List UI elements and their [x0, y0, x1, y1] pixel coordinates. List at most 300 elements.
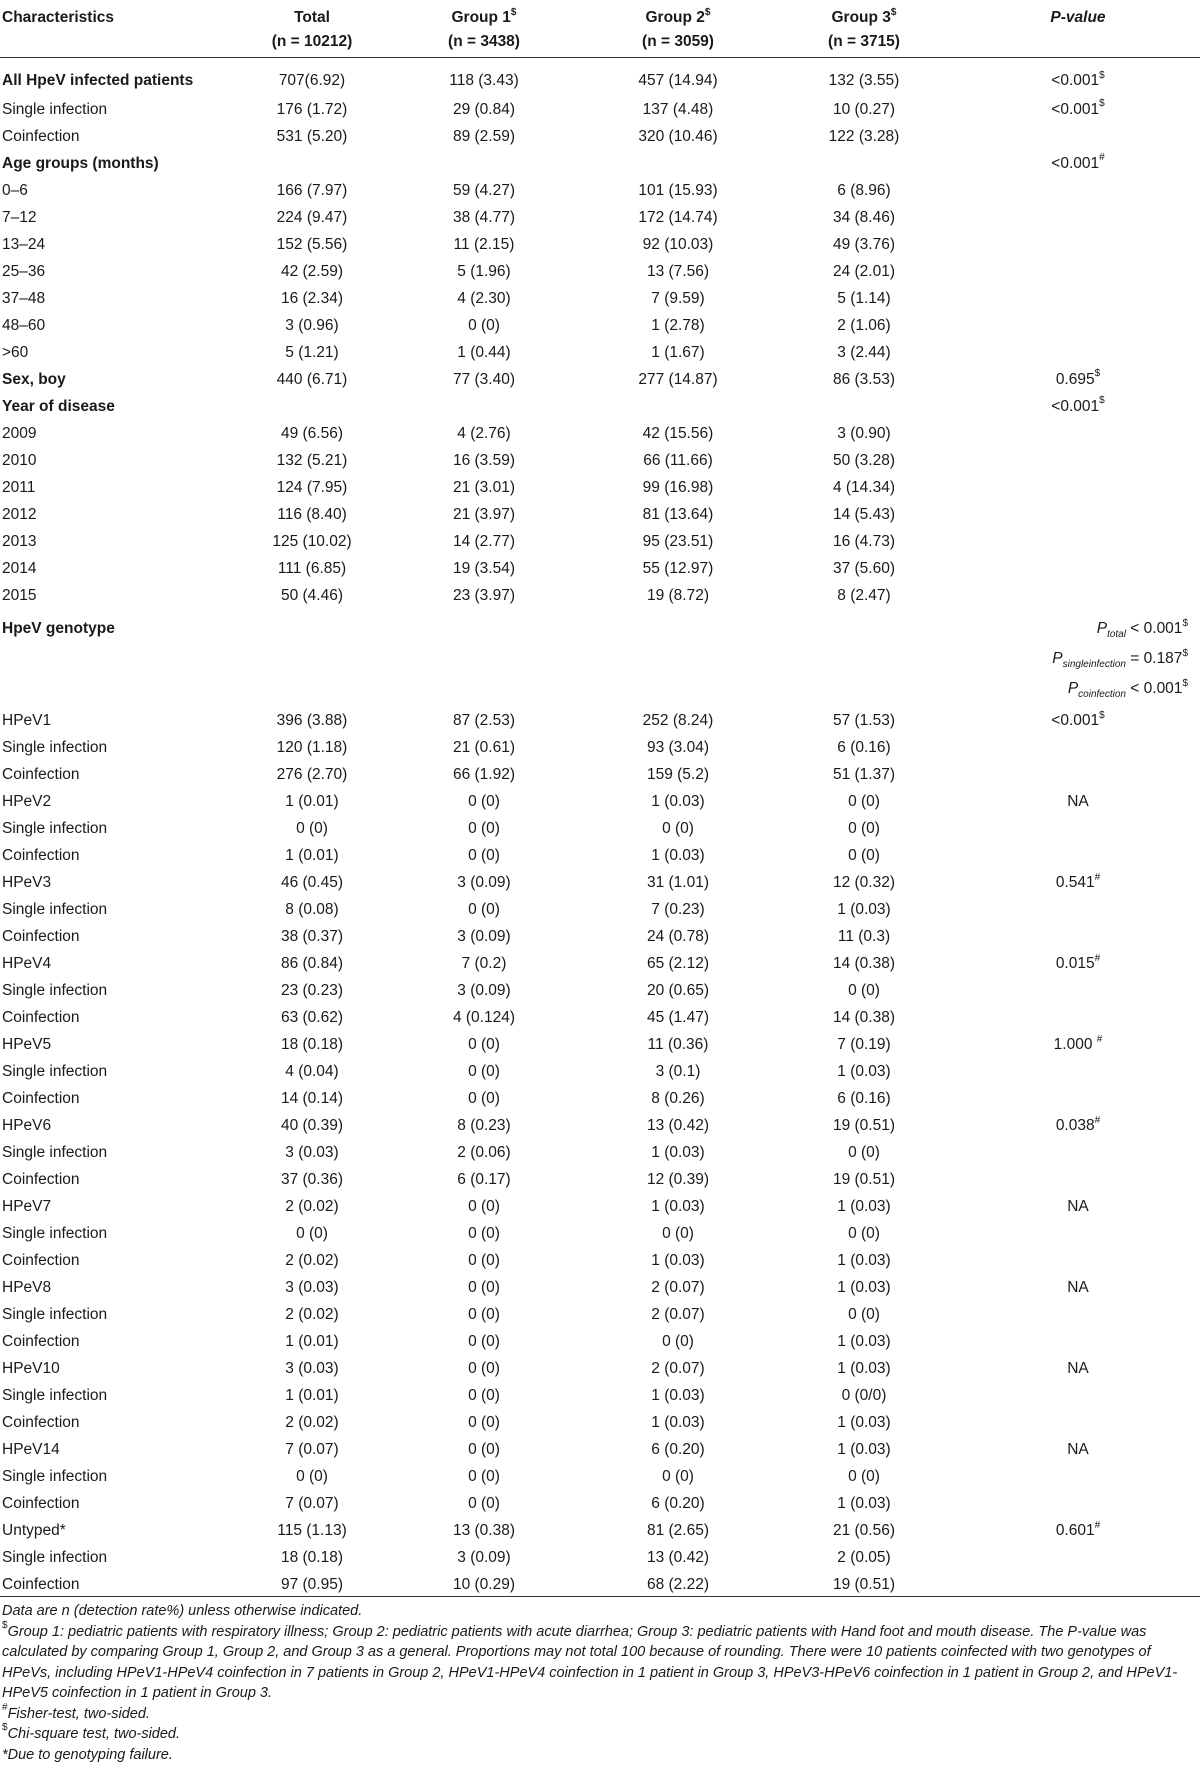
cell-group2-text: 457 (14.94): [638, 72, 718, 89]
cell-group3: [774, 1490, 954, 1517]
cell-group1: [386, 923, 582, 950]
cell-group3-text: 1 (0.03): [837, 1359, 891, 1377]
cell-group3-text: 7 (0.19): [837, 1035, 891, 1053]
cell-group2-text: 0 (0): [662, 1467, 694, 1485]
p-coinf-value: < 0.001: [1130, 680, 1183, 698]
cell-group1: [386, 1139, 582, 1166]
cell-group3-text: 12 (0.32): [832, 873, 896, 891]
cell-total: [238, 474, 386, 501]
row-label-text: Single infection: [2, 1143, 108, 1161]
row-label: [0, 96, 238, 123]
table-row: [0, 1301, 1200, 1328]
cell-total-text: 23 (0.23): [280, 981, 344, 999]
cell-total: [238, 950, 386, 977]
cell-group3: [774, 474, 954, 501]
cell-group1-text: 0 (0): [468, 1278, 500, 1296]
cell-group1-text: 89 (2.59): [452, 127, 516, 145]
cell-group1: [386, 555, 582, 582]
row-label-text: 37–48: [2, 289, 46, 307]
cell-group3: [774, 312, 954, 339]
row-label-text: Single infection: [2, 1467, 108, 1485]
cell-group2: [582, 1031, 774, 1058]
row-label-text: Coinfection: [2, 1251, 80, 1269]
cell-group1-text: 0 (0): [468, 1413, 500, 1431]
cell-group2-text: 3 (0.1): [655, 1062, 701, 1080]
table-row: [0, 1220, 1200, 1247]
table-row: [0, 1355, 1200, 1382]
cell-total-text: 111 (6.85): [277, 559, 347, 577]
cell-group3-text: 24 (2.01): [832, 262, 896, 280]
table-row: [0, 582, 1200, 609]
cell-group3: [774, 788, 954, 815]
header-n-row: [0, 33, 1200, 58]
cell-total: [238, 420, 386, 447]
row-label-text: HPeV1: [2, 711, 52, 729]
pvalue-text: NA: [1067, 1197, 1089, 1215]
table-row: [0, 1085, 1200, 1112]
cell-group3-text: 0 (0/0): [841, 1386, 887, 1404]
cell-group2-text: 42 (15.56): [642, 424, 714, 442]
cell-group2: [582, 123, 774, 150]
cell-group3-text: 14 (5.43): [832, 505, 896, 523]
cell-group3-text: 132 (3.55): [828, 72, 900, 89]
cell-group3-text: 1 (0.03): [837, 1062, 891, 1080]
row-label: [0, 869, 238, 896]
cell-group2-text: 95 (23.51): [642, 532, 714, 550]
cell-total-text: 132 (5.21): [276, 451, 348, 469]
cell-group3: [774, 761, 954, 788]
footnote-text: *Due to genotyping failure.: [2, 1746, 173, 1763]
cell-group2-text: 7 (0.23): [651, 900, 705, 918]
table-bottom-rule: [0, 1596, 1200, 1597]
row-label: [0, 177, 238, 204]
footnote-mark: #: [2, 1701, 8, 1713]
cell-group2: [582, 258, 774, 285]
cell-total: [238, 1301, 386, 1328]
cell-group3: [774, 58, 954, 97]
cell-group3-text: 86 (3.53): [832, 370, 896, 388]
row-label: [0, 366, 238, 393]
cell-pvalue: [954, 123, 1200, 150]
row-label-text: HPeV3: [2, 873, 52, 891]
row-label-text: >60: [2, 343, 29, 361]
cell-total-text: 18 (0.18): [280, 1548, 344, 1566]
row-label: [0, 1301, 238, 1328]
cell-pvalue: [954, 761, 1200, 788]
cell-group2: [582, 1463, 774, 1490]
cell-group2: [582, 761, 774, 788]
cell-total-text: 40 (0.39): [280, 1116, 344, 1134]
cell-group2-text: 252 (8.24): [642, 711, 714, 729]
cell-group2: [582, 177, 774, 204]
cell-total-text: 224 (9.47): [276, 208, 348, 226]
pvalue-text: NA: [1067, 1278, 1089, 1296]
row-label: [0, 1571, 238, 1598]
cell-total: [238, 977, 386, 1004]
cell-total-text: 63 (0.62): [280, 1008, 344, 1026]
group3-footnote-mark: $: [890, 6, 897, 18]
cell-pvalue: [954, 1355, 1200, 1382]
cell-group2: [582, 1355, 774, 1382]
cell-group1: [386, 1058, 582, 1085]
cell-pvalue: [954, 734, 1200, 761]
cell-pvalue: [954, 923, 1200, 950]
cell-group3-text: 6 (0.16): [837, 738, 891, 756]
cell-group3-text: 1 (0.03): [837, 1197, 891, 1215]
cell-group1-text: 13 (0.38): [452, 1521, 516, 1539]
p-single: [954, 647, 1200, 677]
cell-group1-text: 0 (0): [468, 1224, 500, 1242]
row-label-text: Sex, boy: [2, 370, 66, 388]
group2-footnote-mark: $: [704, 6, 711, 18]
row-label-text: 2013: [2, 532, 37, 550]
cell-total-text: 42 (2.59): [280, 262, 344, 280]
genotype-header-row: [0, 609, 1200, 707]
cell-group3-text: 34 (8.46): [832, 208, 896, 226]
row-label-text: 7–12: [2, 208, 37, 226]
cell-total: [238, 366, 386, 393]
group2-n-label: (n = 3059): [642, 33, 714, 50]
cell-pvalue: [954, 896, 1200, 923]
cell-group1-text: 4 (2.30): [457, 289, 511, 307]
cell-group2: [582, 1058, 774, 1085]
cell-group1-text: 59 (4.27): [452, 181, 516, 199]
cell-group3-text: 0 (0): [848, 1467, 880, 1485]
cell-pvalue: [954, 1301, 1200, 1328]
cell-group3: [774, 1274, 954, 1301]
table-row: [0, 447, 1200, 474]
cell-group3: [774, 231, 954, 258]
cell-group3: [774, 842, 954, 869]
cell-pvalue: [954, 1247, 1200, 1274]
cell-group2-text: 13 (0.42): [646, 1548, 710, 1566]
cell-total-text: 0 (0): [296, 1224, 328, 1242]
cell-total-text: 8 (0.08): [285, 900, 339, 918]
table-row: [0, 231, 1200, 258]
p-single-sub: singleinfection: [1062, 659, 1126, 671]
row-label-text: Coinfection: [2, 1413, 80, 1431]
cell-group1: [386, 1328, 582, 1355]
cell-total: [238, 1058, 386, 1085]
cell-total: [238, 1382, 386, 1409]
row-label-text: 2015: [2, 586, 37, 604]
cell-group3: [774, 96, 954, 123]
col-header-pvalue: [954, 0, 1200, 33]
row-label-text: HPeV14: [2, 1440, 60, 1458]
cell-total: [238, 1409, 386, 1436]
row-label: [0, 1085, 238, 1112]
cell-pvalue: [954, 204, 1200, 231]
cell-group2: [582, 788, 774, 815]
cell-total: [238, 896, 386, 923]
pvalue-text: 0.601: [1055, 1521, 1095, 1539]
cell-group1: [386, 842, 582, 869]
row-label-text: 2012: [2, 505, 37, 523]
cell-pvalue: [954, 1166, 1200, 1193]
cell-group2: [582, 1517, 774, 1544]
row-label: [0, 1112, 238, 1139]
cell-group1: [386, 528, 582, 555]
cell-group2: [582, 1436, 774, 1463]
group1-n-label: (n = 3438): [448, 33, 520, 50]
table-row: [0, 1274, 1200, 1301]
cell-group3-text: 10 (0.27): [832, 100, 896, 118]
col-header-group2: [582, 0, 774, 33]
table-row: [0, 528, 1200, 555]
cell-group2-text: 6 (0.20): [651, 1440, 705, 1458]
cell-group3: [774, 734, 954, 761]
cell-group3-text: 8 (2.47): [837, 586, 891, 604]
footnote-text: Group 1: pediatric patients with respiratory illness; Group 2: pediatric patients with acute diarrhea; Group 3: pediatric patients with Hand foot and mouth disease. The P-value was calculated by comparing Group 1, Group 2, and Group 3 as a general. Proportions may not total 100 because of rounding. There were 10 patients coinfected with two genotypes of HPeVs, including HPeV1-HPeV4 coinfection in 7 patients in Group 2, HPeV1-HPeV4 coinfection in 1 patient in Group 3, HPeV3-HPeV6 coinfection in 1 patient in Group 2, and HPeV1-HPeV5 coinfection in 1 patient in Group 3.: [2, 1623, 1178, 1701]
cell-group3: [774, 1355, 954, 1382]
pvalue-text: <0.001: [1051, 72, 1100, 89]
cell-pvalue: [954, 177, 1200, 204]
cell-pvalue: [954, 815, 1200, 842]
pvalue-text: NA: [1067, 792, 1089, 810]
cell-group3-text: 1 (0.03): [837, 900, 891, 918]
cell-group3-text: 0 (0): [848, 1143, 880, 1161]
cell-group3: [774, 447, 954, 474]
cell-total: [238, 1436, 386, 1463]
cell-total: [238, 231, 386, 258]
table-row: [0, 1139, 1200, 1166]
cell-group2: [582, 1004, 774, 1031]
cell-group2-text: 0 (0): [662, 819, 694, 837]
cell-group3-text: 0 (0): [848, 1305, 880, 1323]
cell-group2: [582, 231, 774, 258]
cell-group3-text: 19 (0.51): [832, 1575, 896, 1593]
table-row: [0, 815, 1200, 842]
cell-group1-text: 0 (0): [468, 1197, 500, 1215]
cell-group1-text: 0 (0): [468, 1251, 500, 1269]
pvalue-text: 0.038: [1055, 1116, 1095, 1134]
cell-group3-text: 50 (3.28): [832, 451, 896, 469]
cell-total-text: 37 (0.36): [280, 1170, 344, 1188]
cell-total: [238, 555, 386, 582]
p-total: [954, 617, 1200, 647]
row-label: [0, 761, 238, 788]
table-row: [0, 150, 1200, 177]
p-total-sub: total: [1107, 629, 1126, 641]
cell-group1: [386, 707, 582, 734]
cell-group2: [582, 285, 774, 312]
row-label-text: Coinfection: [2, 1332, 80, 1350]
genotype-header-label: [0, 609, 238, 707]
cell-total: [238, 761, 386, 788]
cell-group1: [386, 501, 582, 528]
cell-group3-text: 5 (1.14): [837, 289, 891, 307]
total-n-label: (n = 10212): [271, 33, 353, 50]
cell-group3-text: 6 (8.96): [837, 181, 891, 199]
cell-pvalue: [954, 1517, 1200, 1544]
cell-pvalue: [954, 950, 1200, 977]
cell-group3: [774, 339, 954, 366]
row-label-text: All HpeV infected patients: [2, 72, 194, 89]
cell-total-text: 49 (6.56): [280, 424, 344, 442]
cell-group1-text: 0 (0): [468, 1440, 500, 1458]
cell-total-text: 166 (7.97): [276, 181, 348, 199]
cell-group1-text: 77 (3.40): [452, 370, 516, 388]
row-label-text: HPeV5: [2, 1035, 52, 1053]
table-row: [0, 707, 1200, 734]
cell-group3-text: 1 (0.03): [837, 1494, 891, 1512]
col-header-group1-n: [386, 33, 582, 58]
pvalue-text: <0.001: [1051, 397, 1100, 415]
cell-group1-text: 6 (0.17): [457, 1170, 511, 1188]
cell-group1: [386, 150, 582, 177]
table-row: [0, 177, 1200, 204]
row-label: [0, 123, 238, 150]
cell-group2: [582, 1274, 774, 1301]
cell-total-text: 124 (7.95): [276, 478, 348, 496]
cell-total: [238, 528, 386, 555]
cell-pvalue: [954, 555, 1200, 582]
cell-group1-text: 0 (0): [468, 1332, 500, 1350]
cell-group1: [386, 393, 582, 420]
row-label: [0, 258, 238, 285]
cell-group2: [582, 950, 774, 977]
table-row: [0, 555, 1200, 582]
cell-group3: [774, 285, 954, 312]
cell-total-text: 50 (4.46): [280, 586, 344, 604]
cell-group1: [386, 204, 582, 231]
footnote: [2, 1701, 1198, 1725]
cell-total: [238, 177, 386, 204]
cell-group1: [386, 1490, 582, 1517]
cell-pvalue: [954, 1058, 1200, 1085]
cell-group1-text: 0 (0): [468, 1062, 500, 1080]
cell-pvalue: [954, 1085, 1200, 1112]
cell-group2: [582, 815, 774, 842]
row-label-text: Single infection: [2, 981, 108, 999]
cell-group2: [582, 339, 774, 366]
genotype-pvalues: [954, 609, 1200, 707]
cell-group3: [774, 1085, 954, 1112]
cell-total-text: 16 (2.34): [280, 289, 344, 307]
cell-pvalue: [954, 1463, 1200, 1490]
cell-total-text: 18 (0.18): [280, 1035, 344, 1053]
cell-total: [238, 123, 386, 150]
cell-group1-text: 0 (0): [468, 900, 500, 918]
cell-total-text: 7 (0.07): [285, 1494, 339, 1512]
cell-group1-text: 0 (0): [468, 1467, 500, 1485]
cell-group3: [774, 1463, 954, 1490]
row-label-text: 2010: [2, 451, 37, 469]
cell-group3: [774, 1382, 954, 1409]
cell-group1-text: 1 (0.44): [457, 343, 511, 361]
table-row: [0, 1004, 1200, 1031]
cell-group3-text: 1 (0.03): [837, 1440, 891, 1458]
cell-group2: [582, 1139, 774, 1166]
row-label: [0, 58, 238, 97]
cell-group2: [582, 734, 774, 761]
cell-total-text: 46 (0.45): [280, 873, 344, 891]
row-label: [0, 815, 238, 842]
cell-group3-text: 0 (0): [848, 981, 880, 999]
cell-group2: [582, 1220, 774, 1247]
cell-group2: [582, 96, 774, 123]
col-header-group3: [774, 0, 954, 33]
cell-group2-text: 1 (0.03): [651, 1143, 705, 1161]
row-label-text: HPeV4: [2, 954, 52, 972]
cell-group2-text: 20 (0.65): [646, 981, 710, 999]
cell-group1-text: 0 (0): [468, 1035, 500, 1053]
cell-group1-text: 23 (3.97): [452, 586, 516, 604]
cell-total-text: 707(6.92): [278, 72, 346, 89]
cell-group2-text: 68 (2.22): [646, 1575, 710, 1593]
cell-group1-text: 3 (0.09): [457, 1548, 511, 1566]
cell-group3: [774, 177, 954, 204]
cell-group3-text: 19 (0.51): [832, 1170, 896, 1188]
cell-group2: [582, 1382, 774, 1409]
cell-total: [238, 204, 386, 231]
pvalue-test-mark: $: [1094, 368, 1101, 380]
table-row: [0, 1544, 1200, 1571]
cell-group2-text: 12 (0.39): [646, 1170, 710, 1188]
cell-group3-text: 2 (1.06): [837, 316, 891, 334]
table-row: [0, 1112, 1200, 1139]
row-label: [0, 896, 238, 923]
genotype-g3-blank: [774, 609, 954, 707]
cell-pvalue: [954, 285, 1200, 312]
cell-group1-text: 66 (1.92): [452, 765, 516, 783]
row-label-text: Single infection: [2, 1548, 108, 1566]
footnote-text: Data are n (detection rate%) unless otherwise indicated.: [2, 1603, 363, 1619]
cell-group1: [386, 231, 582, 258]
row-label: [0, 977, 238, 1004]
cell-group1-text: 8 (0.23): [457, 1116, 511, 1134]
pvalue-test-mark: $: [1099, 69, 1105, 81]
cell-total-text: 1 (0.01): [285, 792, 339, 810]
cell-group1-text: 4 (2.76): [457, 424, 511, 442]
cell-pvalue: [954, 1328, 1200, 1355]
row-label-text: 2014: [2, 559, 37, 577]
pvalue-text: 0.541: [1055, 873, 1095, 891]
row-label: [0, 842, 238, 869]
row-label-text: Single infection: [2, 100, 108, 118]
cell-group3-text: 3 (0.90): [837, 424, 891, 442]
cell-pvalue: [954, 1274, 1200, 1301]
row-label: [0, 1544, 238, 1571]
cell-group2-text: 1 (2.78): [651, 316, 705, 334]
cell-total-text: 176 (1.72): [276, 100, 348, 118]
group3-n-label: (n = 3715): [828, 33, 900, 50]
cell-group1: [386, 1085, 582, 1112]
p-coinf-letter: P: [1067, 680, 1079, 698]
col-header-characteristics: [0, 0, 238, 33]
col-header-group3-label: Group 3: [831, 9, 891, 26]
cell-group1-text: 0 (0): [468, 846, 500, 864]
row-label-text: Coinfection: [2, 1089, 80, 1107]
cell-group3: [774, 1004, 954, 1031]
cell-total-text: 1 (0.01): [285, 1386, 339, 1404]
cell-group3-text: 37 (5.60): [832, 559, 896, 577]
cell-total-text: 531 (5.20): [276, 127, 348, 145]
cell-pvalue: [954, 1031, 1200, 1058]
cell-total: [238, 447, 386, 474]
cell-group2: [582, 528, 774, 555]
cell-group3: [774, 869, 954, 896]
cell-group2: [582, 707, 774, 734]
cell-pvalue: [954, 1544, 1200, 1571]
row-label-text: Single infection: [2, 819, 108, 837]
row-label-text: Coinfection: [2, 765, 80, 783]
cell-group2: [582, 1193, 774, 1220]
cell-pvalue: [954, 1139, 1200, 1166]
row-label: [0, 1328, 238, 1355]
cell-group1: [386, 815, 582, 842]
pvalue-text: NA: [1067, 1440, 1089, 1458]
